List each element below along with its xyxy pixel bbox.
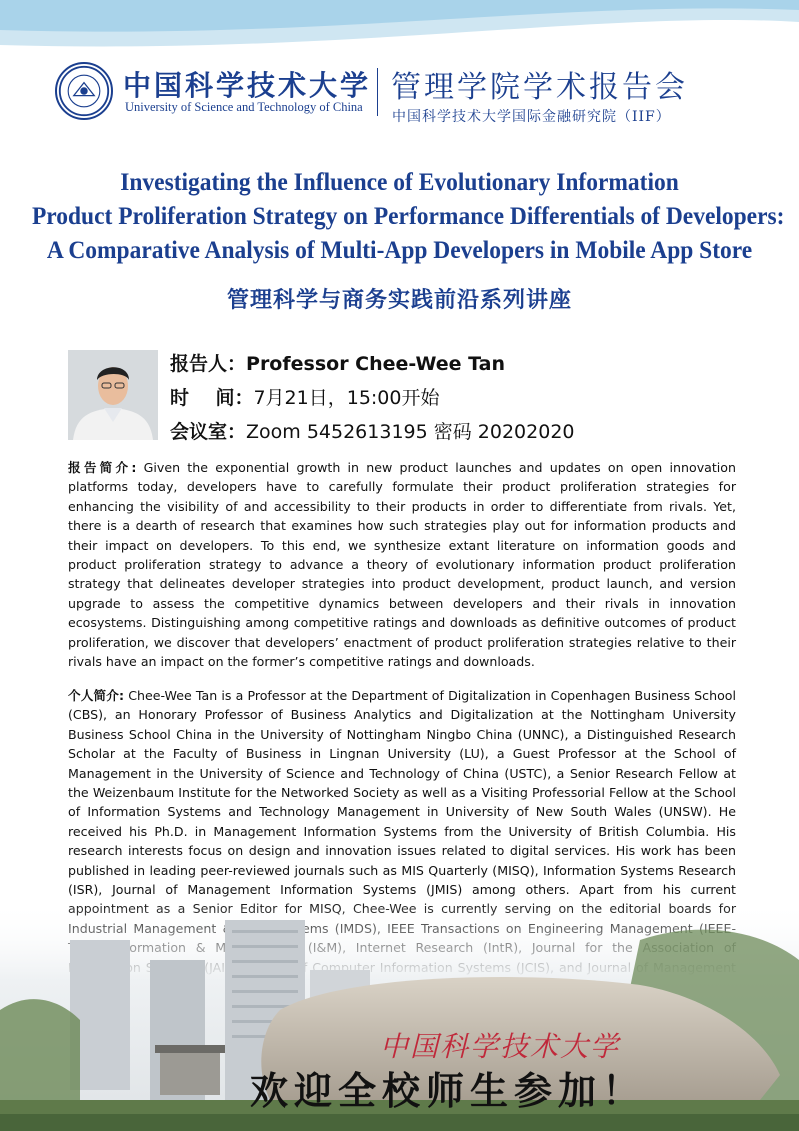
lecture-series-cn: 管理科学与商务实践前沿系列讲座 bbox=[226, 288, 572, 313]
talk-title-line-1: Investigating the Influence of Evolutionary Information bbox=[120, 167, 679, 196]
university-name-cn: 中国科学技术大学 bbox=[123, 69, 372, 102]
header-divider bbox=[377, 68, 378, 116]
talk-title-line-3: A Comparative Analysis of Multi-App Developers in Mobile App Store bbox=[46, 235, 753, 264]
institute-name: 中国科学技术大学国际金融研究院（IIF） bbox=[392, 109, 671, 125]
abstract-label: 报告简介: bbox=[68, 460, 137, 475]
room-label: 会议室： bbox=[170, 421, 247, 443]
time-value: 7月21日，15:00开始 bbox=[253, 387, 440, 409]
talk-title bbox=[31, 165, 785, 267]
talk-info bbox=[170, 347, 770, 449]
time-row bbox=[170, 381, 770, 415]
welcome-banner: 欢迎全校师生参加！ bbox=[250, 1068, 647, 1113]
series-title: 管理学院学术报告会 bbox=[391, 70, 688, 105]
room-row bbox=[170, 415, 770, 449]
speaker-label: 报告人： bbox=[170, 353, 247, 375]
header bbox=[55, 62, 755, 132]
time-label: 时 间： bbox=[170, 387, 254, 409]
speaker-name: Professor Chee-Wee Tan bbox=[246, 353, 505, 375]
bio-label: 个人简介: bbox=[68, 688, 125, 703]
talk-title-line-2: Product Proliferation Strategy on Performance Differentials of Developers: bbox=[31, 201, 785, 230]
abstract-paragraph bbox=[68, 458, 736, 671]
university-name-en: University of Science and Technology of China bbox=[125, 100, 363, 114]
stone-inscription: 中国科学技术大学 bbox=[380, 1030, 621, 1063]
university-seal-icon bbox=[55, 62, 113, 120]
bio-text: Chee-Wee Tan is a Professor at the Department of Digitalization in Copenhagen Business School (CBS), an Honorary Professor of Business Analytics and Digitalization at the Nottingham University Business School China in the University of Nottingham Ningbo China (UNNC), a Distinguished Research Scholar at the Faculty of Business in Lingnan University (LU), a Guest Professor at the School of Management in the University of Science and Technology of China (USTC), a Senior Research Fellow at the Weizenbaum Institute for the Networked Society as well as a Visiting Professorial Fellow at the School of Information Systems and Technology Management in University of New South Wales (UNSW). He received his Ph.D. in Management Information Systems from the University of British Columbia. His research interests focus on design and innovation issues related to digital services. His work has been published in leading peer-reviewed journals such as MIS Quarterly (MISQ), Information Systems Research (ISR), Journal of Management Information Systems (JMIS) among others. Apart from his current bbox=[68, 688, 736, 898]
room-value: Zoom 5452613195 密码 20202020 bbox=[246, 421, 575, 443]
speaker-row bbox=[170, 347, 770, 381]
top-wave-decoration bbox=[0, 0, 799, 60]
speaker-photo bbox=[68, 350, 158, 440]
abstract-text: Given the exponential growth in new product launches and updates on open innovation platforms today, developers have to carefully formulate their product proliferation strategies for enhancing the visibility of and accessibility to their products in order to differentiate from rivals. Yet, there is a dearth of research that examines how such strategies play out for information products and their impact on developers. To this end, we synthesize extant literature on information goods and product proliferation strategy to advance a theory of evolutionary information product proliferation strategy that delineates developer strategies into product development, product launch, and version upgrade to assess the competitive dynamics between developers and their rivals in innovation ecosystems. Distinguishing among competitive ratings and downloads as definitive outcomes of product proliferation, we discover that developers’ enactment of product proliferation strategies relative to their rivals have an impact on the former’s competitive ratings and downloads. bbox=[68, 460, 736, 670]
